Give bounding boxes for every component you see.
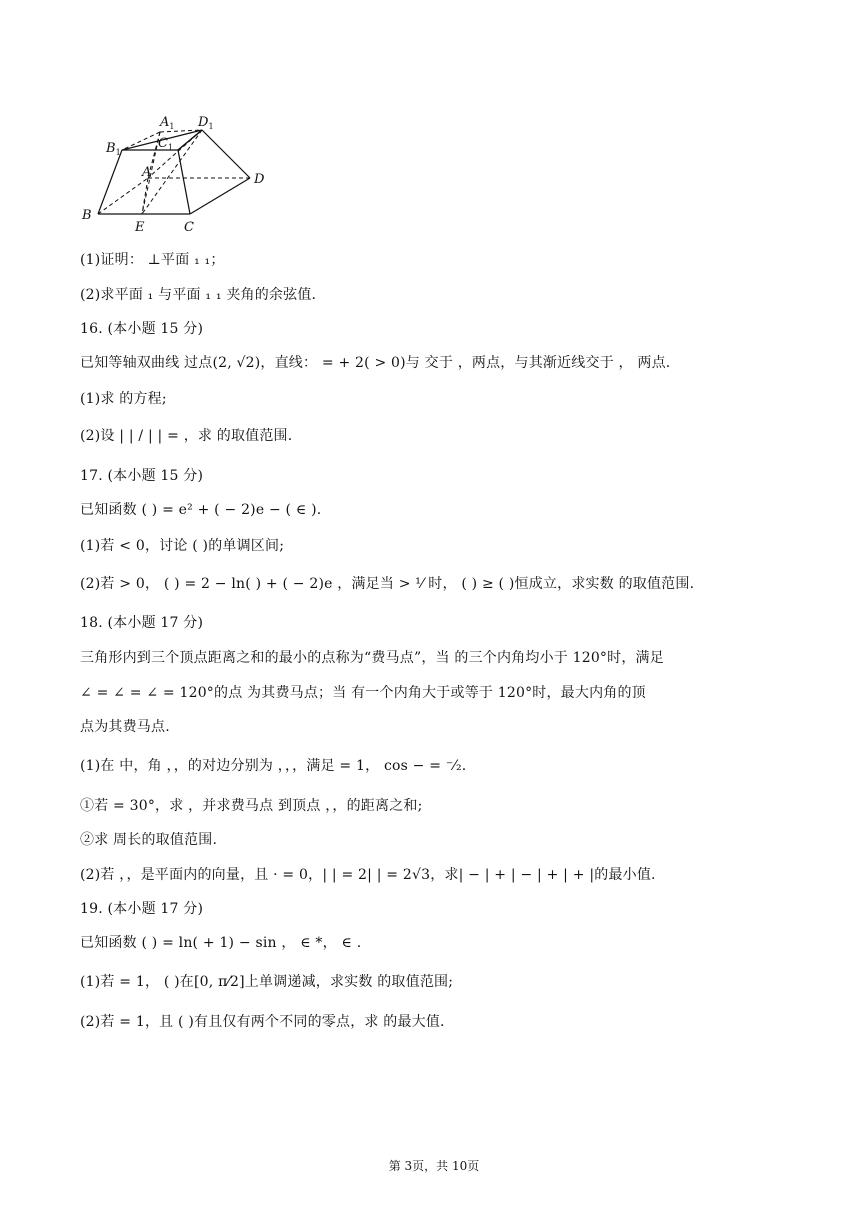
label-d1: $D_1$ bbox=[198, 115, 214, 131]
q16-stem: 已知等轴双曲线 过点(2, √2)，直线： = + 2( > 0)与 交于 ，两点，与其渐近线交于 ， 两点. bbox=[80, 355, 671, 371]
q18-part1-sub2: ②求 周长的取值范围. bbox=[80, 832, 218, 848]
q15-part1: (1)证明： ⊥平面 ₁ ₁； bbox=[80, 252, 225, 268]
page-footer: 第 3页，共 10页 bbox=[388, 1159, 480, 1173]
q16-part1: (1)求 的方程; bbox=[80, 391, 167, 407]
q16-part2: (2)设 | | / | | = ，求 的取值范围. bbox=[80, 428, 293, 444]
q17-stem: 已知函数 ( ) = e² + ( − 2)e − ( ∈ ). bbox=[80, 502, 322, 518]
edge-b1-b bbox=[98, 150, 122, 214]
edge-b-a bbox=[98, 178, 148, 214]
q19-part2: (2)若 = 1，且 ( )有且仅有两个不同的零点，求 的最大值. bbox=[80, 1014, 445, 1030]
label-c: C bbox=[184, 220, 194, 235]
label-e: E bbox=[135, 220, 145, 235]
frustum-figure bbox=[78, 112, 278, 238]
edge-a1-b1 bbox=[122, 132, 160, 150]
q18-stem-line3: 点为其费马点. bbox=[80, 719, 170, 735]
q17-part2: (2)若 > 0， ( ) = 2 − ln( ) + ( − 2)e ，满足当 > ¹⁄ 时， ( ) ≥ ( )恒成立，求实数 的取值范围. bbox=[80, 576, 695, 592]
q18-stem-line2: ∠ = ∠ = ∠ = 120°的点 为其费马点；当 有一个内角大于或等于 120°时，最大内角的顶 bbox=[80, 685, 646, 701]
label-a1: $A_1$ bbox=[160, 115, 175, 131]
q18-heading: 18. (本小题 17 分) bbox=[80, 615, 204, 631]
label-a: A bbox=[142, 165, 152, 180]
label-b1: $B_1$ bbox=[106, 141, 121, 157]
q18-part2: (2)若 ，，是平面内的向量，且 · = 0，| | = 2| | = 2√3，求| − | + | − | + | + |的最小值. bbox=[80, 867, 656, 883]
q17-heading: 17. (本小题 15 分) bbox=[80, 468, 204, 484]
q18-part1: (1)在 中，角 ，，的对边分别为 ，，，满足 = 1， cos − = ⁻⁄₂. bbox=[80, 758, 467, 774]
q19-stem: 已知函数 ( ) = ln( + 1) − sin ， ∈ *， ∈ . bbox=[80, 935, 362, 951]
q19-part1: (1)若 = 1， ( )在[0, π⁄2]上单调递减，求实数 的取值范围; bbox=[80, 974, 454, 990]
label-d: D bbox=[254, 172, 265, 187]
q16-heading: 16. (本小题 15 分) bbox=[80, 321, 204, 337]
edge-c1-c bbox=[178, 150, 190, 214]
q18-stem-line1: 三角形内到三个顶点距离之和的最小的点称为“费马点”，当 的三个内角均小于 120°时，满足 bbox=[80, 650, 664, 666]
q17-part1: (1)若 < 0，讨论 ( )的单调区间; bbox=[80, 538, 285, 554]
q15-part2: (2)求平面 ₁ 与平面 ₁ ₁ 夹角的余弦值. bbox=[80, 287, 317, 303]
edge-a-e bbox=[142, 178, 148, 214]
q19-heading: 19. (本小题 17 分) bbox=[80, 901, 204, 917]
label-c1: $C_1$ bbox=[158, 136, 174, 152]
label-b: B bbox=[82, 208, 92, 223]
edge-c-d bbox=[190, 178, 250, 214]
frustum-diagram bbox=[78, 112, 278, 238]
edge-d1-d bbox=[202, 130, 250, 178]
q18-part1-sub1: ①若 = 30°，求 ，并求费马点 到顶点 ，，的距离之和; bbox=[80, 798, 423, 814]
